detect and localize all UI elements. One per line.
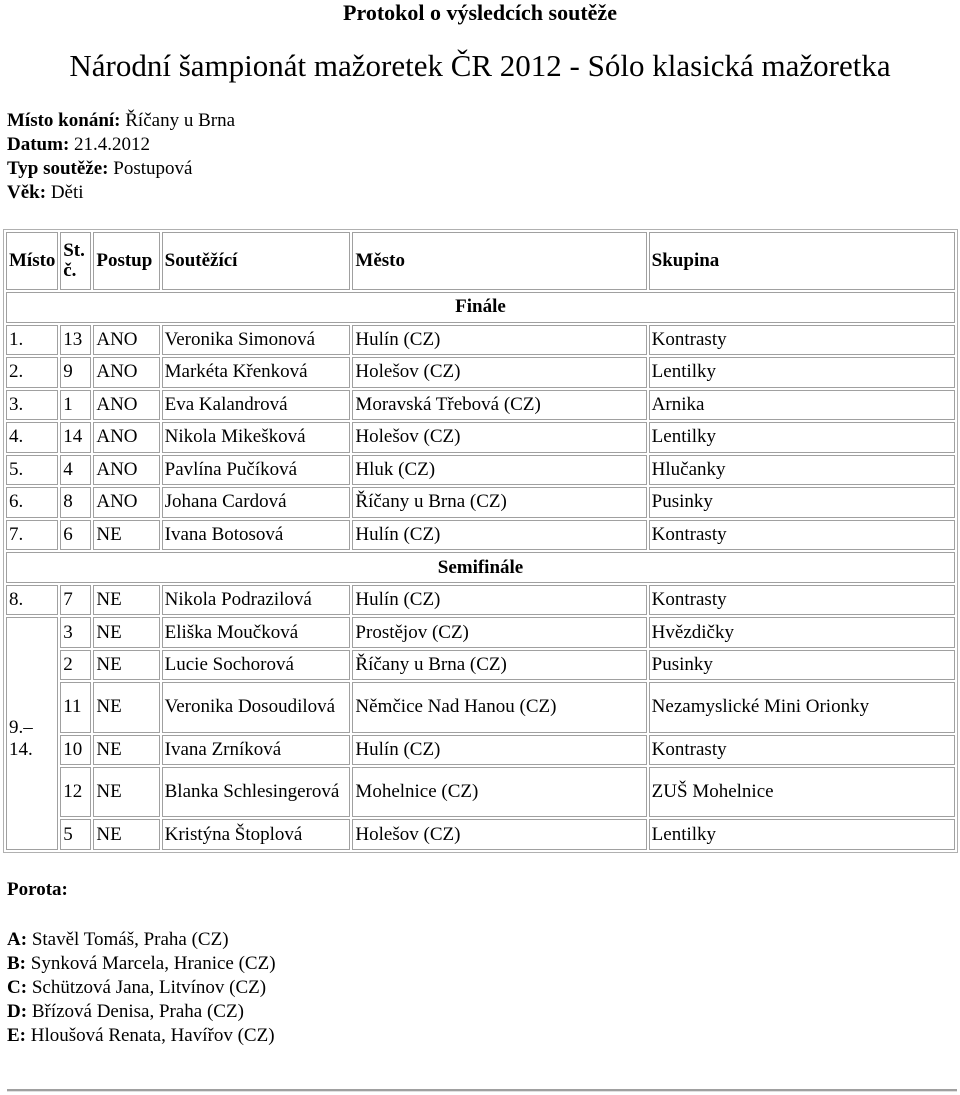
group-cell: Lentilky bbox=[649, 819, 955, 850]
jury-letter: E: bbox=[7, 1025, 26, 1046]
city-cell: Hulín (CZ) bbox=[352, 520, 646, 551]
col-header-city: Město bbox=[352, 232, 646, 290]
competitor-cell: Johana Cardová bbox=[162, 487, 351, 518]
final-section-label: Finále bbox=[6, 292, 955, 323]
jury-member bbox=[7, 952, 276, 976]
group-cell: Pusinky bbox=[649, 650, 955, 681]
age-label: Věk: bbox=[7, 182, 47, 203]
competitor-cell: Eliška Moučková bbox=[162, 617, 351, 648]
advance-cell: ANO bbox=[93, 487, 159, 518]
start-number-cell: 10 bbox=[60, 735, 91, 766]
jury-member bbox=[7, 976, 276, 1000]
start-number-cell: 7 bbox=[60, 585, 91, 616]
place-cell: 6. bbox=[6, 487, 58, 518]
city-cell: Říčany u Brna (CZ) bbox=[352, 650, 646, 681]
group-cell: Pusinky bbox=[649, 487, 955, 518]
start-number-cell: 4 bbox=[60, 455, 91, 486]
competitor-cell: Nikola Podrazilová bbox=[162, 585, 351, 616]
start-number-cell: 8 bbox=[60, 487, 91, 518]
jury-letter: A: bbox=[7, 929, 28, 950]
group-cell: Kontrasty bbox=[649, 585, 955, 616]
start-number-cell: 5 bbox=[60, 819, 91, 850]
advance-cell: NE bbox=[93, 520, 159, 551]
competitor-cell: Ivana Botosová bbox=[162, 520, 351, 551]
jury-member bbox=[7, 1024, 276, 1048]
start-number-cell: 11 bbox=[60, 682, 91, 732]
city-cell: Holešov (CZ) bbox=[352, 357, 646, 388]
place-cell: 4. bbox=[6, 422, 58, 453]
date-value: 21.4.2012 bbox=[69, 134, 151, 155]
competitor-cell: Eva Kalandrová bbox=[162, 390, 351, 421]
start-number-cell: 9 bbox=[60, 357, 91, 388]
protocol-title: Protokol o výsledcích soutěže bbox=[343, 0, 617, 25]
group-cell: Kontrasty bbox=[649, 325, 955, 356]
place-cell: 1. bbox=[6, 325, 58, 356]
jury-letter: B: bbox=[7, 953, 26, 974]
jury-name: Schützová Jana, Litvínov (CZ) bbox=[27, 977, 267, 998]
col-header-competitor: Soutěžící bbox=[162, 232, 351, 290]
competitor-cell: Veronika Simonová bbox=[162, 325, 351, 356]
start-number-cell: 12 bbox=[60, 767, 91, 817]
table-row bbox=[6, 487, 955, 518]
jury-member bbox=[7, 928, 276, 952]
city-cell: Němčice Nad Hanou (CZ) bbox=[352, 682, 646, 732]
type-label: Typ soutěže: bbox=[7, 158, 109, 179]
table-row bbox=[6, 325, 955, 356]
advance-cell: NE bbox=[93, 650, 159, 681]
advance-cell: ANO bbox=[93, 357, 159, 388]
col-header-group: Skupina bbox=[649, 232, 955, 290]
table-row bbox=[6, 520, 955, 551]
type-line bbox=[7, 157, 235, 181]
competitor-cell: Blanka Schlesingerová bbox=[162, 767, 351, 817]
competitor-cell: Pavlína Pučíková bbox=[162, 455, 351, 486]
group-cell: Lentilky bbox=[649, 422, 955, 453]
city-cell: Holešov (CZ) bbox=[352, 422, 646, 453]
shared-place-cell: 9.– 14. bbox=[6, 617, 58, 850]
group-cell: Hlučanky bbox=[649, 455, 955, 486]
advance-cell: ANO bbox=[93, 422, 159, 453]
date-line bbox=[7, 133, 235, 157]
city-cell: Mohelnice (CZ) bbox=[352, 767, 646, 817]
group-cell: Arnika bbox=[649, 390, 955, 421]
jury-list bbox=[7, 928, 276, 1048]
group-cell: Kontrasty bbox=[649, 520, 955, 551]
jury-letter: C: bbox=[7, 977, 28, 998]
advance-cell: ANO bbox=[93, 455, 159, 486]
advance-cell: NE bbox=[93, 617, 159, 648]
event-info bbox=[7, 109, 235, 205]
advance-cell: NE bbox=[93, 585, 159, 616]
competitor-cell: Kristýna Štoplová bbox=[162, 819, 351, 850]
start-number-cell: 2 bbox=[60, 650, 91, 681]
col-header-start-no: St. č. bbox=[60, 232, 91, 290]
start-number-cell: 13 bbox=[60, 325, 91, 356]
start-number-cell: 6 bbox=[60, 520, 91, 551]
competitor-cell: Nikola Mikešková bbox=[162, 422, 351, 453]
col-header-advance: Postup bbox=[93, 232, 159, 290]
place-cell: 3. bbox=[6, 390, 58, 421]
results-table bbox=[3, 229, 958, 853]
table-row bbox=[6, 390, 955, 421]
venue-label: Místo konání: bbox=[7, 110, 121, 131]
group-cell: Lentilky bbox=[649, 357, 955, 388]
jury-letter: D: bbox=[7, 1001, 28, 1022]
competitor-cell: Markéta Křenková bbox=[162, 357, 351, 388]
jury-name: Břízová Denisa, Praha (CZ) bbox=[27, 1001, 244, 1022]
table-row bbox=[6, 455, 955, 486]
final-section-row bbox=[6, 292, 955, 323]
type-value: Postupová bbox=[108, 158, 193, 179]
advance-cell: NE bbox=[93, 735, 159, 766]
jury-heading: Porota: bbox=[7, 879, 68, 900]
advance-cell: NE bbox=[93, 682, 159, 732]
table-row bbox=[6, 767, 955, 817]
place-cell: 2. bbox=[6, 357, 58, 388]
table-row bbox=[6, 682, 955, 732]
place-cell: 5. bbox=[6, 455, 58, 486]
table-row bbox=[6, 735, 955, 766]
table-row bbox=[6, 585, 955, 616]
jury-member bbox=[7, 1000, 276, 1024]
venue-value: Říčany u Brna bbox=[120, 110, 236, 131]
semifinal-section-row bbox=[6, 552, 955, 583]
city-cell: Moravská Třebová (CZ) bbox=[352, 390, 646, 421]
city-cell: Holešov (CZ) bbox=[352, 819, 646, 850]
venue-line bbox=[7, 109, 235, 133]
group-cell: Nezamyslické Mini Orionky bbox=[649, 682, 955, 732]
place-cell: 7. bbox=[6, 520, 58, 551]
competitor-cell: Lucie Sochorová bbox=[162, 650, 351, 681]
table-row bbox=[6, 617, 955, 648]
age-value: Děti bbox=[46, 182, 84, 203]
event-title: Národní šampionát mažoretek ČR 2012 - Sólo klasická mažoretka bbox=[69, 48, 891, 83]
start-number-cell: 14 bbox=[60, 422, 91, 453]
city-cell: Hulín (CZ) bbox=[352, 325, 646, 356]
jury-name: Synková Marcela, Hranice (CZ) bbox=[26, 953, 276, 974]
advance-cell: NE bbox=[93, 767, 159, 817]
start-number-cell: 3 bbox=[60, 617, 91, 648]
start-number-cell: 1 bbox=[60, 390, 91, 421]
age-line bbox=[7, 181, 235, 205]
table-header-row bbox=[6, 232, 955, 290]
table-row bbox=[6, 422, 955, 453]
advance-cell: ANO bbox=[93, 390, 159, 421]
group-cell: ZUŠ Mohelnice bbox=[649, 767, 955, 817]
city-cell: Prostějov (CZ) bbox=[352, 617, 646, 648]
competitor-cell: Ivana Zrníková bbox=[162, 735, 351, 766]
table-row bbox=[6, 357, 955, 388]
jury-name: Stavěl Tomáš, Praha (CZ) bbox=[27, 929, 229, 950]
city-cell: Hulín (CZ) bbox=[352, 735, 646, 766]
city-cell: Hluk (CZ) bbox=[352, 455, 646, 486]
date-label: Datum: bbox=[7, 134, 70, 155]
place-cell: 8. bbox=[6, 585, 58, 616]
group-cell: Kontrasty bbox=[649, 735, 955, 766]
group-cell: Hvězdičky bbox=[649, 617, 955, 648]
advance-cell: ANO bbox=[93, 325, 159, 356]
city-cell: Říčany u Brna (CZ) bbox=[352, 487, 646, 518]
competitor-cell: Veronika Dosoudilová bbox=[162, 682, 351, 732]
col-header-place: Místo bbox=[6, 232, 58, 290]
advance-cell: NE bbox=[93, 819, 159, 850]
semifinal-section-label: Semifinále bbox=[6, 552, 955, 583]
table-row bbox=[6, 650, 955, 681]
table-row bbox=[6, 819, 955, 850]
bottom-divider bbox=[7, 1089, 957, 1092]
jury-name: Hloušová Renata, Havířov (CZ) bbox=[26, 1025, 275, 1046]
city-cell: Hulín (CZ) bbox=[352, 585, 646, 616]
